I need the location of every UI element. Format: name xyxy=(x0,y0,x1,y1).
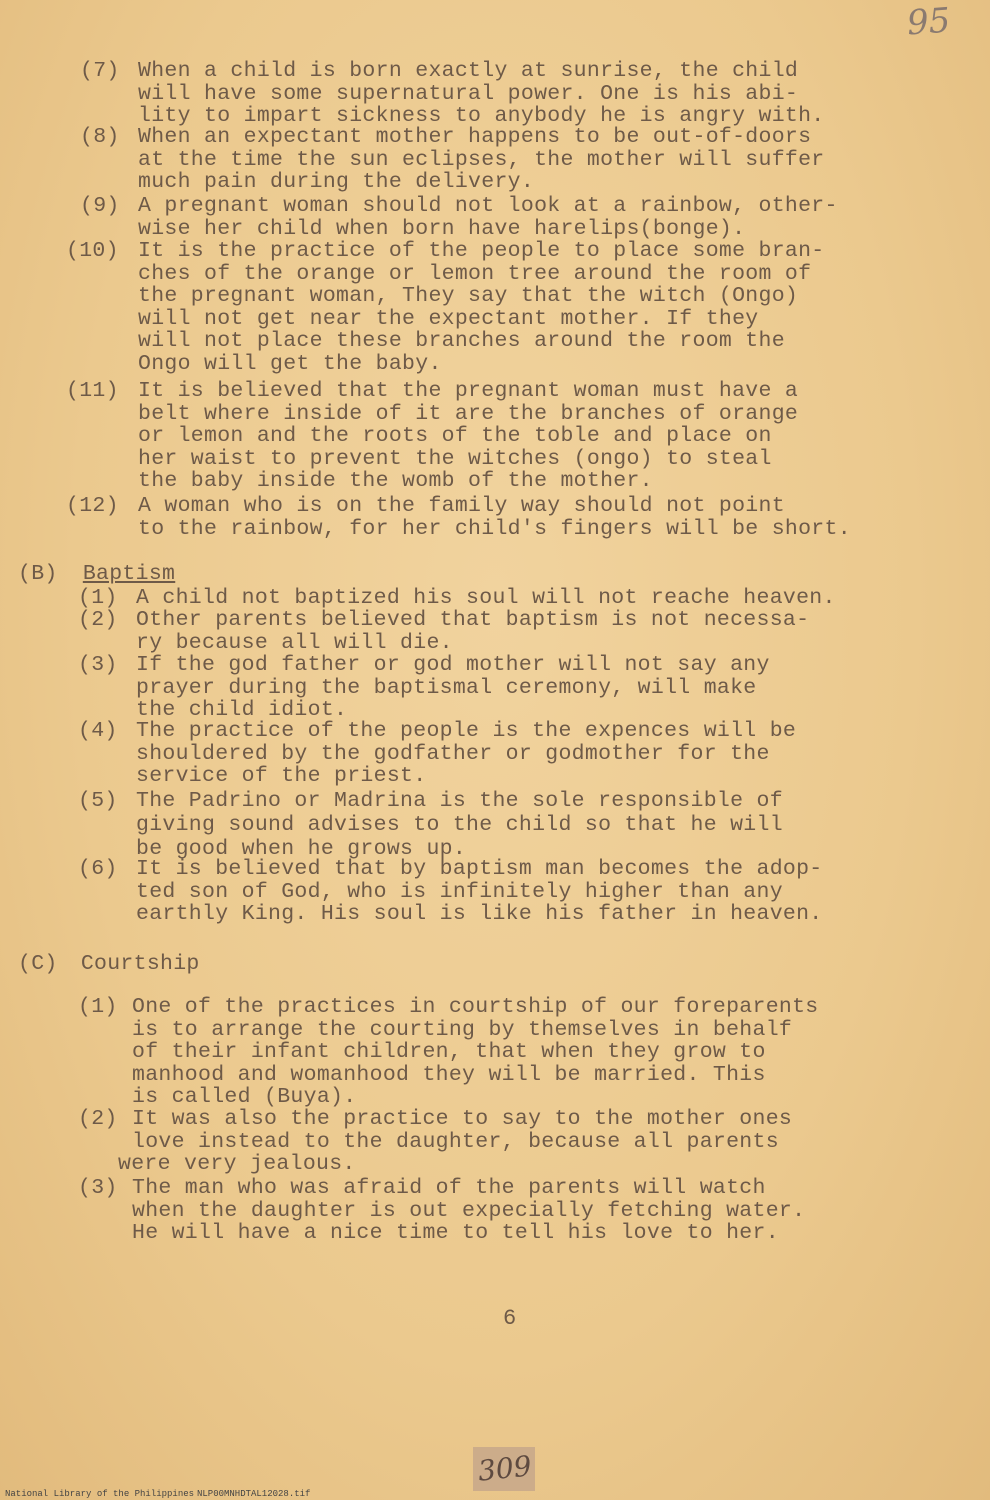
section-heading-baptism: (B) Baptism xyxy=(18,562,176,586)
stamp-number: 309 xyxy=(476,1449,534,1488)
folio-number: 95 xyxy=(905,0,952,44)
footer-library: National Library of the Philippines xyxy=(5,1489,195,1499)
section-heading-courtship: (C) Courtship xyxy=(18,952,200,976)
footer-filename: NLP00MNHDTAL12028.tif xyxy=(197,1489,311,1499)
document-page: 95 (7) When a child is born exactly at sunrise, the child will have some supernatural power. One is his abi- lity to impart sickness to anybody he is angry with. (8) When an expectant mother happens to be out-of-doors at the time the sun eclipses, the mother will suffer much pain during the delivery. (9) A pregnant woman should not look at a rainbow, other- wise her child when born have harelips(bonge). (10) It is the practice of the people to place some bran- ches of the orange or lemon tree around the room of the pregnant woman, They say that the witch (Ongo) will not get near the expectant mother. If they will not place these branches around the room the Ongo will get the baby. (11) It is believed that the pregnant woman must have a belt where inside of it are the branches of orange or lemon and the roots of the toble and place on her waist to prevent the witches (ongo) to steal the baby inside the womb of the mother. (12) A woman who is on the family way should not point to the rainbow, for her child's fingers will be short. (B) Baptism (1) A child not baptized his soul will not reache heaven. (2) Other parents believed that baptism is not necessa- ry because all will die. (3) If the god father or god mother will not say any prayer during the baptismal ceremony, will make the child idiot. (4) The practice of the people is the expences will be shouldered by the godfather or godmother for the service of the priest. (5) The Padrino or Madrina is the sole responsible of giving sound advises to the child so that he will be good when he grows up. (6) It is believed that by baptism man becomes the adop- ted son of God, who is infinitely higher than any earthly King. His soul is like his father in heaven. (C) Courtship (1) One of the practices in courtship of our foreparents is to arrange the courting by themselves in behalf of their infant children, that when they grow to manhood and womanhood they will be married. This is called (Buya). (2) It was also the practice to say to the mother ones love instead to the daughter, because all parents were very jealous. (3) The man who was afraid of the parents will watch when the daughter is out expecially fetching water. He will have a nice time to tell his love to her. 6 309 National Library of the Philippines NLP00MNHDTAL12028.tif xyxy=(0,0,990,1500)
page-number: 6 xyxy=(503,1306,517,1331)
